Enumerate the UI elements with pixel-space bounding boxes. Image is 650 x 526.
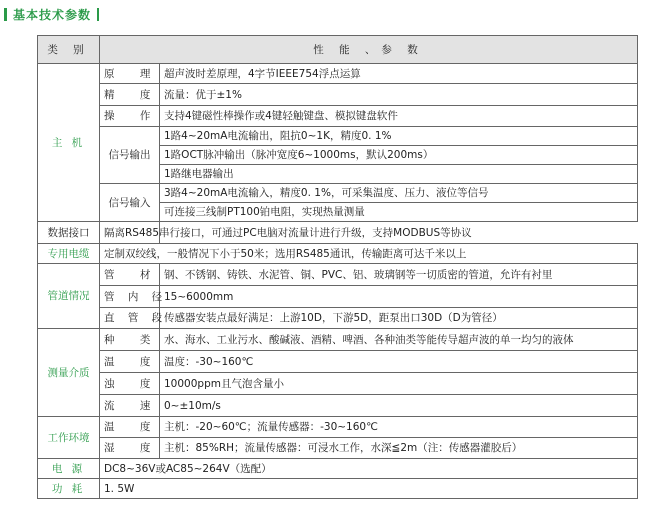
table-row	[38, 106, 638, 127]
row-value: 15~6000mm	[160, 286, 638, 308]
group-power: 电 源	[38, 459, 100, 479]
row-value: 水、海水、工业污水、酸碱液、酒精、啤酒、各种油类等能传导超声波的单一均匀的液体	[160, 329, 638, 351]
heading-bar-left	[4, 8, 7, 21]
row-label: 种 类	[100, 329, 160, 351]
row-label: 流 速	[100, 395, 160, 417]
table-row	[38, 417, 638, 438]
table-row	[38, 438, 638, 459]
row-label: 管 内 径	[100, 286, 160, 308]
row-label: 精 度	[100, 84, 160, 106]
group-env: 工作环境	[38, 417, 100, 459]
group-consumption: 功 耗	[38, 479, 100, 499]
group-pipe: 管道情况	[38, 264, 100, 329]
row-label: 信号输入	[100, 184, 160, 222]
row-value: 传感器安装点最好满足：上游10D，下游5D，距泵出口30D（D为管径）	[160, 308, 638, 329]
header-category: 类 别	[38, 36, 100, 64]
table-row	[38, 64, 638, 84]
table-row	[38, 308, 638, 329]
row-label: 管 材	[100, 264, 160, 286]
header-params: 性 能 、参 数	[100, 36, 638, 64]
row-value: 隔离RS485串行接口，可通过PC电脑对流量计进行升级，支持MODBUS等协议	[100, 222, 160, 244]
row-value: 1路OCT脉冲输出（脉冲宽度6~1000ms，默认200ms）	[160, 146, 638, 165]
table-row	[38, 479, 638, 499]
table-row	[38, 329, 638, 351]
table-row	[38, 127, 638, 146]
row-value: 流量：优于±1%	[160, 84, 638, 106]
heading-bar-right	[97, 8, 99, 21]
row-value: 3路4~20mA电流输入，精度0. 1%，可采集温度、压力、液位等信号	[160, 184, 638, 203]
row-value: 1. 5W	[100, 479, 638, 499]
row-value: 1路4~20mA电流输出，阻抗0~1K，精度0. 1%	[160, 127, 638, 146]
table-row	[38, 286, 638, 308]
row-value: 超声波时差原理，4字节IEEE754浮点运算	[160, 64, 638, 84]
row-value: 温度：-30~160℃	[160, 351, 638, 373]
group-medium: 测量介质	[38, 329, 100, 417]
row-label: 温 度	[100, 351, 160, 373]
row-value: 主机：-20~60℃；流量传感器：-30~160℃	[160, 417, 638, 438]
table-row	[38, 395, 638, 417]
row-value: 0~±10m/s	[160, 395, 638, 417]
row-label: 湿 度	[100, 438, 160, 459]
row-label: 操 作	[100, 106, 160, 127]
spec-table	[37, 35, 638, 499]
table-row	[38, 264, 638, 286]
row-label: 数据接口	[38, 222, 100, 244]
row-value: 10000ppm且气泡含量小	[160, 373, 638, 395]
row-value: 1路继电器输出	[160, 165, 638, 184]
table-row	[38, 373, 638, 395]
group-cable: 专用电缆	[38, 244, 100, 264]
row-label: 温 度	[100, 417, 160, 438]
row-value: 定制双绞线，一般情况下小于50米；选用RS485通讯，传输距离可达千米以上	[100, 244, 638, 264]
row-value: 钢、不锈钢、铸铁、水泥管、铜、PVC、铝、玻璃钢等一切质密的管道，允许有衬里	[160, 264, 638, 286]
row-label: 直 管 段	[100, 308, 160, 329]
row-label: 原 理	[100, 64, 160, 84]
table-row	[38, 459, 638, 479]
row-value: 可连接三线制PT100铂电阻，实现热量测量	[160, 203, 638, 222]
table-row	[38, 184, 638, 203]
row-value: 主机：85%RH；流量传感器：可浸水工作，水深≦2m（注：传感器灌胶后）	[160, 438, 638, 459]
row-value: DC8~36V或AC85~264V（选配）	[100, 459, 638, 479]
heading-text: 基本技术参数	[13, 7, 92, 22]
section-heading	[4, 6, 99, 22]
table-row	[38, 84, 638, 106]
header-row	[38, 36, 638, 64]
row-label: 浊 度	[100, 373, 160, 395]
table-row	[38, 222, 638, 244]
row-label: 信号输出	[100, 127, 160, 184]
group-main: 主 机	[38, 64, 100, 222]
table-row	[38, 244, 638, 264]
table-row	[38, 351, 638, 373]
row-value: 支持4键磁性棒操作或4键轻触键盘、模拟键盘软件	[160, 106, 638, 127]
